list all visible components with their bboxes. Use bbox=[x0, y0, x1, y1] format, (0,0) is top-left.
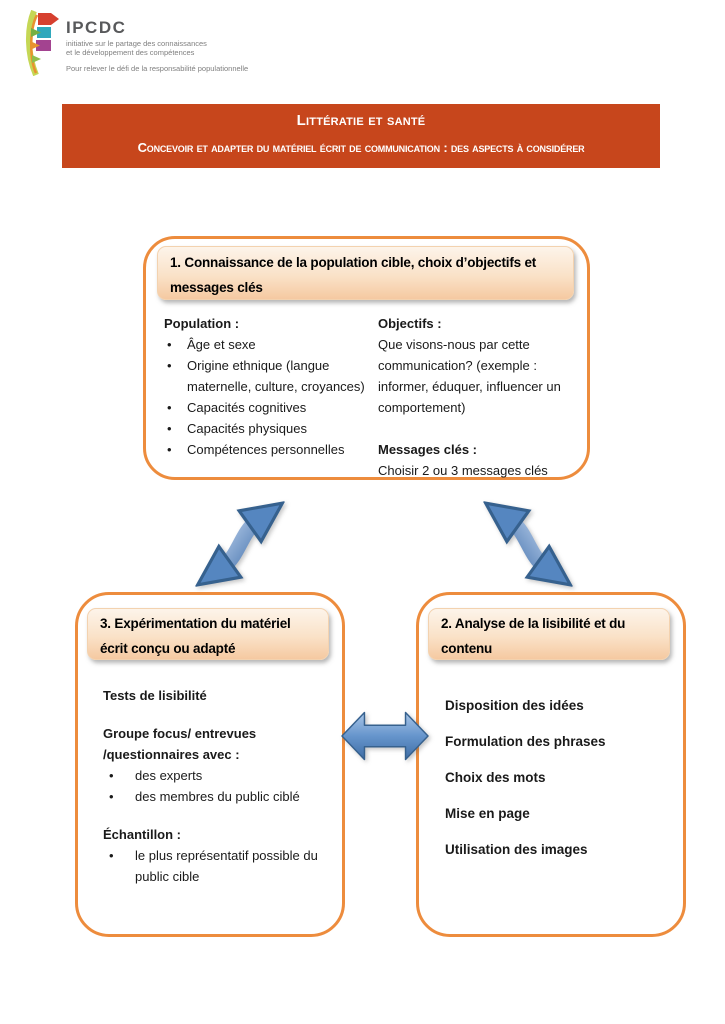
double-arrow-icon bbox=[341, 701, 429, 771]
box-2-title: 2. Analyse de la lisibilité et du contenu bbox=[441, 616, 626, 656]
title-banner bbox=[62, 104, 660, 168]
box-3-content bbox=[103, 685, 334, 887]
box-3-experimentation bbox=[75, 592, 345, 937]
banner-title: Littératie et santé bbox=[296, 112, 426, 129]
objectifs-column bbox=[378, 313, 577, 481]
analyse-item: Utilisation des images bbox=[445, 842, 588, 857]
objectifs-body: Que visons-nous par cette communication? (exemple : informer, éduquer, influencer un comportement) bbox=[378, 337, 561, 415]
box-2-header bbox=[428, 608, 670, 660]
list-item: • le plus représentatif possible du public cible bbox=[103, 845, 334, 887]
box-1-header bbox=[157, 246, 574, 300]
list-item: • Âge et sexe bbox=[164, 334, 378, 355]
cycle-arrow-right-icon bbox=[477, 498, 579, 590]
analyse-item: Mise en page bbox=[445, 806, 530, 821]
list-item: • Capacités physiques bbox=[164, 418, 378, 439]
logo-tagline bbox=[66, 39, 207, 57]
list-item: • Origine ethnique (langue maternelle, culture, croyances) bbox=[164, 355, 378, 397]
bullet-icon bbox=[103, 845, 135, 887]
box-2-content bbox=[445, 695, 673, 875]
box-1-title: 1. Connaissance de la population cible, choix d’objectifs et messages clés bbox=[170, 255, 537, 295]
messages-cles-body: Choisir 2 ou 3 messages clés bbox=[378, 463, 548, 478]
ipcdc-logo-icon bbox=[24, 10, 62, 76]
box-3-title: 3. Expérimentation du matériel écrit conçu ou adapté bbox=[100, 616, 291, 656]
box-2-analyse bbox=[416, 592, 686, 937]
bullet-icon bbox=[164, 439, 187, 460]
list-item: • des membres du public ciblé bbox=[103, 786, 334, 807]
groupe-focus-heading: Groupe focus/ entrevues /questionnaires avec : bbox=[103, 726, 257, 762]
analyse-item: Formulation des phrases bbox=[445, 734, 606, 749]
banner-subtitle: Concevoir et adapter du matériel écrit de communication : des aspects à considérer bbox=[137, 140, 585, 155]
tests-heading: Tests de lisibilité bbox=[103, 688, 207, 703]
list-item: • Compétences personnelles bbox=[164, 439, 378, 460]
analyse-item: Choix des mots bbox=[445, 770, 546, 785]
box-1-content bbox=[164, 313, 577, 481]
bullet-icon bbox=[164, 334, 187, 355]
objectifs-heading: Objectifs : bbox=[378, 316, 442, 331]
box-1-population-objectifs bbox=[143, 236, 590, 480]
list-item: • des experts bbox=[103, 765, 334, 786]
logo-tagline-line1: initiative sur le partage des connaissances bbox=[66, 39, 207, 48]
bullet-icon bbox=[164, 418, 187, 439]
logo-wordmark: IPCDC bbox=[66, 18, 127, 37]
population-heading: Population : bbox=[164, 316, 240, 331]
population-column bbox=[164, 313, 378, 481]
ipcdc-logo bbox=[24, 8, 354, 80]
messages-cles-heading: Messages clés : bbox=[378, 442, 478, 457]
bullet-icon bbox=[164, 397, 187, 418]
analyse-item: Disposition des idées bbox=[445, 698, 584, 713]
logo-motto: Pour relever le défi de la responsabilité populationnelle bbox=[66, 64, 249, 73]
bullet-icon bbox=[164, 355, 187, 397]
echantillon-heading: Échantillon : bbox=[103, 827, 181, 842]
cycle-arrow-left-icon bbox=[189, 498, 291, 590]
bullet-icon bbox=[103, 786, 135, 807]
bullet-icon bbox=[103, 765, 135, 786]
box-3-header bbox=[87, 608, 329, 660]
list-item: • Capacités cognitives bbox=[164, 397, 378, 418]
logo-tagline-line2: et le développement des compétences bbox=[66, 48, 195, 57]
